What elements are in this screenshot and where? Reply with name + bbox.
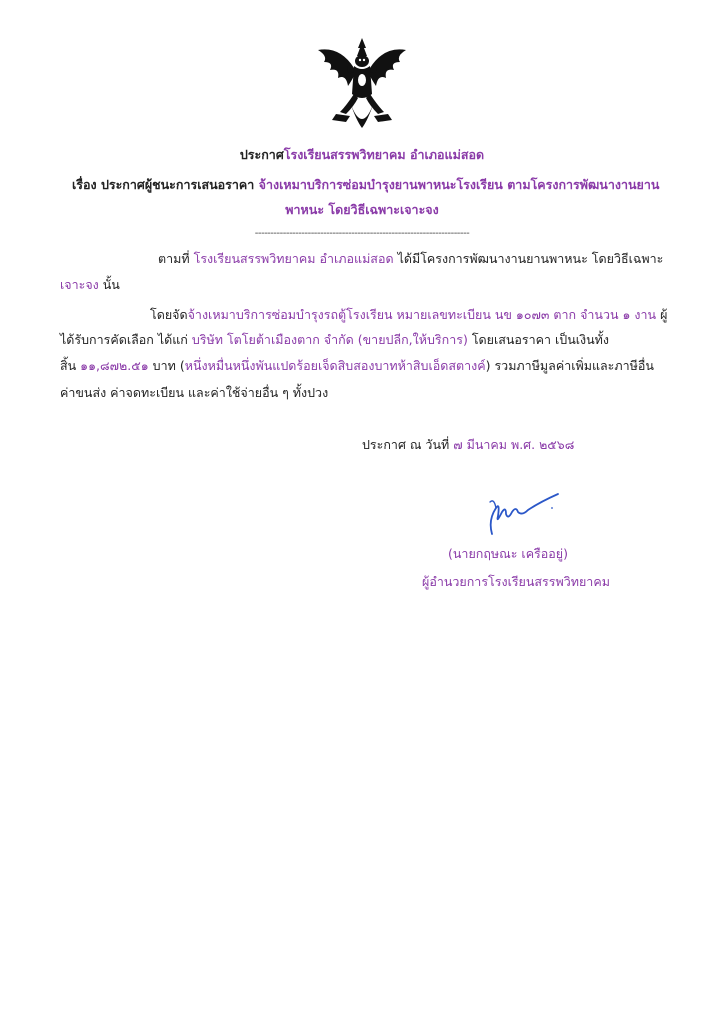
p2-end: ผู้	[660, 307, 668, 322]
p2-selected-label: ได้รับการคัดเลือก ได้แก่	[60, 332, 188, 347]
p2-item: จ้างเหมาบริการซ่อมบำรุงรถตู้โรงเรียน หมายเลขทะเบียน นข ๑๐๗๓ ตาก จำนวน ๑ งาน	[187, 307, 657, 322]
signatory-position: ผู้อำนวยการโรงเรียนสรรพวิทยาคม	[422, 574, 610, 589]
document-title	[0, 146, 724, 163]
paragraph-2-line-1	[150, 306, 667, 323]
p1-organization: โรงเรียนสรรพวิทยาคม อำเภอแม่สอด	[193, 251, 394, 266]
garuda-emblem-icon	[310, 36, 414, 136]
paragraph-1-line-1	[158, 250, 663, 267]
subject-line-1	[72, 176, 659, 193]
p2-total-label: สิ้น	[60, 358, 77, 373]
paragraph-1-line-2	[60, 276, 120, 293]
paragraph-2-line-3	[60, 357, 654, 374]
paragraph-2-line-2	[60, 331, 609, 348]
p1-line2-purple: เจาะจง	[60, 277, 99, 292]
title-prefix: ประกาศ	[239, 147, 284, 162]
subject-detail: จ้างเหมาบริการซ่อมบำรุงยานพาหนะโรงเรียน ตามโครงการพัฒนางานยาน	[258, 177, 660, 192]
p1-rest: ได้มีโครงการพัฒนางานยานพาหนะ โดยวิธีเฉพาะ	[397, 251, 664, 266]
p1-line2-end: นั้น	[102, 277, 120, 292]
announce-prefix: ประกาศ ณ วันที่	[362, 437, 450, 452]
signature-icon	[478, 490, 562, 540]
p2-tax-note: ) รวมภาษีมูลค่าเพิ่มและภาษีอื่น	[485, 358, 654, 373]
p2-prefix: โดยจัด	[150, 307, 188, 322]
paragraph-2-line-4: ค่าขนส่ง ค่าจดทะเบียน และค่าใช้จ่ายอื่น ๆ ทั้งปวง	[60, 385, 329, 400]
p2-baht-open: บาท (	[152, 358, 185, 373]
p2-company: บริษัท โตโยต้าเมืองตาก จำกัด (ขายปลีก,ให้บริการ)	[191, 332, 468, 347]
announce-date-value: ๗ มีนาคม พ.ศ. ๒๕๖๘	[453, 437, 575, 452]
p1-prefix: ตามที่	[158, 251, 190, 266]
signatory-name: (นายกฤษณะ เครืออยู่)	[448, 546, 568, 561]
announcement-date	[362, 436, 574, 453]
p2-amount-words: หนึ่งหมื่นหนึ่งพันแปดร้อยเจ็ดสิบสองบาทห้าสิบเอ็ดสตางค์	[184, 358, 486, 373]
subject-label: เรื่อง ประกาศผู้ชนะการเสนอราคา	[72, 177, 255, 192]
title-organization: โรงเรียนสรรพวิทยาคม อำเภอแม่สอด	[283, 147, 485, 162]
p2-offer-label: โดยเสนอราคา เป็นเงินทั้ง	[471, 332, 610, 347]
p2-amount: ๑๑,๘๗๒.๕๑	[80, 358, 149, 373]
divider: ---------------------------------------------------------------------	[254, 228, 470, 239]
subject-line-2: พาหนะ โดยวิธีเฉพาะเจาะจง	[285, 202, 439, 217]
